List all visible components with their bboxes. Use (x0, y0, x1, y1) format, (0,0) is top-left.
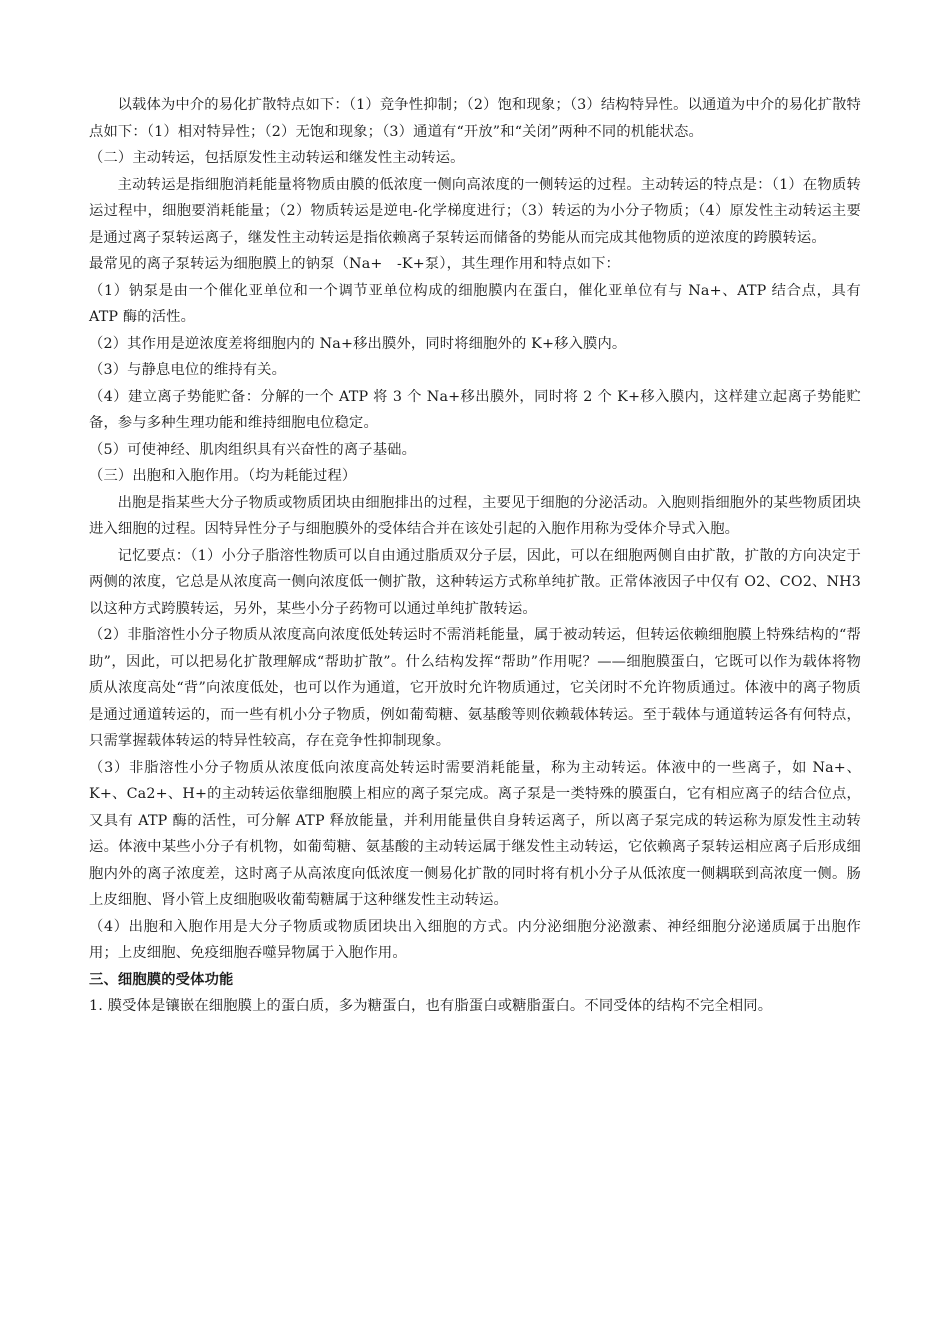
paragraph-sodium-pump-intro: 最常见的离子泵转运为细胞膜上的钠泵（Na+ -K+泵），其生理作用和特点如下： (89, 256, 620, 272)
paragraph-exocytosis-definition: 出胞是指某些大分子物质或物质团块由细胞排出的过程，主要见于细胞的分泌活动。入胞则指细胞外的某些物质团块进入细胞的过程。因特异性分子与细胞膜外的受体结合并在该处引起的入胞作用称为受体介导式入胞。 (89, 494, 861, 537)
list-item-sodium-pump-2: （2）其作用是逆浓度差将细胞内的 Na+移出膜外，同时将细胞外的 K+移入膜内。 (89, 335, 627, 352)
paragraph-memory-points-3: （3）非脂溶性小分子物质从浓度低向浓度高处转运时需要消耗能量，称为主动转运。体液中的一些离子，如 Na+、K+、Ca2+、H+的主动转运依靠细胞膜上相应的离子泵完成。离子泵是一类特殊的膜蛋白，它有相应离子的结合位点，又具有 ATP 酶的活性，可分解 ATP 释放能量，并利用能量供自身转运离子，所以离子泵完成的转运称为原发性主动转运。体液中某些小分子有机物，如葡萄糖、氨基酸的主动转运属于继发性主动转运，它依赖离子泵转运相应离子后形成细胞内外的离子浓度差，这时离子从高浓度向低浓度一侧易化扩散的同时将有机小分子从低浓度一侧耦联到高浓度一侧。肠上皮细胞、肾小管上皮细胞吸收葡萄糖属于这种继发性主动转运。 (89, 759, 861, 908)
paragraph-membrane-receptor: 1. 膜受体是镶嵌在细胞膜上的蛋白质，多为糖蛋白，也有脂蛋白或糖脂蛋白。不同受体的结构不完全相同。 (89, 998, 773, 1014)
section-heading-receptor-function: 三、细胞膜的受体功能 (89, 971, 234, 988)
list-item-sodium-pump-4: （4）建立离子势能贮备：分解的一个 ATP 将 3 个 Na+移出膜外，同时将 2 个 K+移入膜内，这样建立起离子势能贮备，参与多种生理功能和维持细胞电位稳定。 (89, 388, 861, 431)
list-item-sodium-pump-1: （1）钠泵是由一个催化亚单位和一个调节亚单位构成的细胞膜内在蛋白，催化亚单位有与 Na+、ATP 结合点，具有 ATP 酶的活性。 (89, 282, 861, 325)
list-item-sodium-pump-5: （5）可使神经、肌肉组织具有兴奋性的离子基础。 (89, 441, 417, 458)
paragraph-memory-points-2: （2）非脂溶性小分子物质从浓度高向浓度低处转运时不需消耗能量，属于被动转运，但转运依赖细胞膜上特殊结构的“帮助”，因此，可以把易化扩散理解成“帮助扩散”。什么结构发挥“帮助”作用呢？——细胞膜蛋白，它既可以作为载体将物质从浓度高处“背”向浓度低处，也可以作为通道，它开放时允许物质通过，它关闭时不允许物质通过。体液中的离子物质是通过通道转运的，而一些有机小分子物质，例如葡萄糖、氨基酸等则依赖载体转运。至于载体与通道转运各有何特点，只需掌握载体转运的特异性较高，存在竞争性抑制现象。 (89, 627, 861, 749)
paragraph-facilitated-diffusion-features: 以载体为中介的易化扩散特点如下：（1）竞争性抑制；（2）饱和现象；（3）结构特异性。以通道为中介的易化扩散特点如下：（1）相对特异性；（2）无饱和现象；（3）通道有“开放”和“关闭”两种不同的机能状态。 (89, 97, 861, 140)
paragraph-active-transport-definition: 主动转运是指细胞消耗能量将物质由膜的低浓度一侧向高浓度的一侧转运的过程。主动转运的特点是：（1）在物质转运过程中，细胞要消耗能量；（2）物质转运是逆电-化学梯度进行；（3）转运的为小分子物质；（4）原发性主动转运主要是通过离子泵转运离子，继发性主动转运是指依赖离子泵转运而储备的势能从而完成其他物质的逆浓度的跨膜转运。 (89, 176, 861, 246)
list-item-sodium-pump-3: （3）与静息电位的维持有关。 (89, 362, 287, 378)
document-body (89, 92, 861, 1020)
subheading-active-transport: （二）主动转运，包括原发性主动转运和继发性主动转运。 (89, 150, 465, 166)
subheading-exocytosis-endocytosis: （三）出胞和入胞作用。（均为耗能过程） (89, 468, 357, 484)
paragraph-memory-points-4: （4）出胞和入胞作用是大分子物质或物质团块出入细胞的方式。内分泌细胞分泌激素、神经细胞分泌递质属于出胞作用；上皮细胞、免疫细胞吞噬异物属于入胞作用。 (89, 918, 861, 961)
paragraph-memory-points-1: 记忆要点：（1）小分子脂溶性物质可以自由通过脂质双分子层，因此，可以在细胞两侧自由扩散，扩散的方向决定于两侧的浓度，它总是从浓度高一侧向浓度低一侧扩散，这种转运方式称单纯扩散。正常体液因子中仅有 O2、CO2、NH3 以这种方式跨膜转运，另外，某些小分子药物可以通过单纯扩散转运。 (89, 547, 861, 617)
